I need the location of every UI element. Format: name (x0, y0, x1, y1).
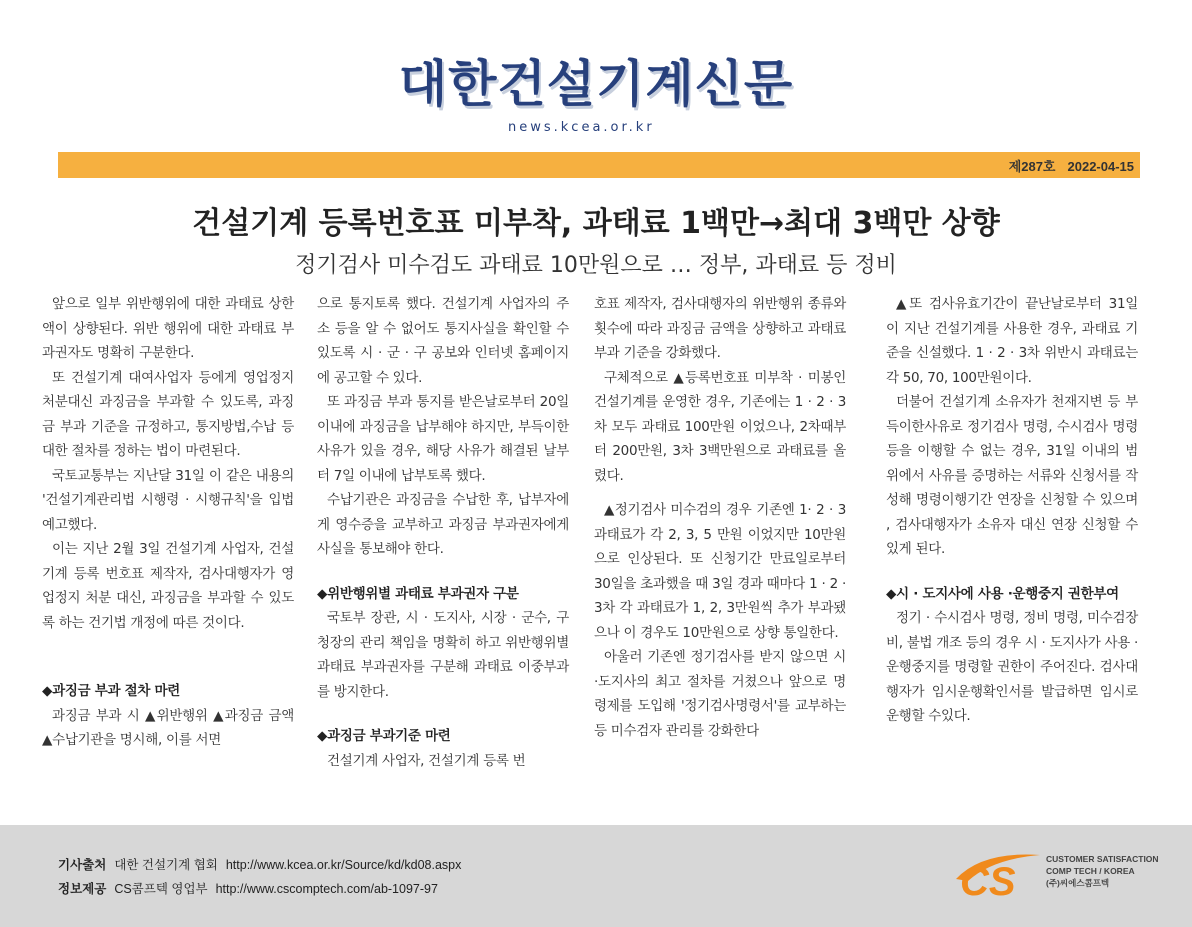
article-headline: 건설기계 등록번호표 미부착, 과태료 1백만→최대 3백만 상향 (192, 206, 1000, 241)
info-label: 정보제공 (58, 882, 107, 896)
info-url-link[interactable]: http://www.cscomptech.com/ab-1097-97 (215, 882, 438, 896)
article-column-1 (42, 292, 294, 753)
source-url-link[interactable]: http://www.kcea.or.kr/Source/kd/kd08.aspx (225, 858, 462, 872)
issue-info (1009, 156, 1134, 175)
spacer (42, 635, 294, 659)
footer (0, 825, 1192, 927)
issue-number: 제287호 (1008, 159, 1056, 174)
paragraph: 앞으로 일부 위반행위에 대한 과태료 상한액이 상향된다. 위반 행위에 대한 과태료 부과권자도 명확히 구분한다. (42, 296, 294, 361)
article-column-2 (317, 292, 569, 773)
logo-letters: CS (960, 860, 1016, 901)
logo-tag-line-1: CUSTOMER SATISFACTION (1046, 854, 1159, 864)
article-column-3 (594, 292, 846, 743)
paragraph: 구체적으로 ▲등록번호표 미부착 · 미봉인 건설기계를 운영한 경우, 기존에는 1 · 2 · 3차 모두 과태료 100만원 이었으나, 2차때부터 200만원, 3차 3백만원으로 과태료를 올렸다. (594, 369, 846, 484)
paragraph: ▲또 검사유효기간이 끝난날로부터 31일이 지난 건설기계를 사용한 경우, 과태료 기준을 신설했다. 1 · 2 · 3차 위반시 과태료는 각 50, 70, 100만원이다. (886, 296, 1138, 386)
paragraph: 아울러 기존엔 정기검사를 받지 않으면 시 ·도지사의 최고 절차를 거쳤으나 앞으로 명령제를 도입해 '정기검사명령서'를 교부하는 등 미수검자 관리를 강화한다 (594, 649, 846, 739)
source-name: 대한 건설기계 협회 (114, 858, 218, 872)
cs-logo-icon (952, 845, 1044, 901)
paragraph: 수납기관은 과징금을 수납한 후, 납부자에게 영수증을 교부하고 과징금 부과권자에게 사실을 통보해야 한다. (317, 492, 569, 557)
paragraph: 정기 · 수시검사 명령, 정비 명령, 미수검장비, 불법 개조 등의 경우 시 · 도지사가 사용 · 운행중지를 명령할 권한이 주어진다. 검사대행자가 임시운행확인서를 발급하면 임시로 운행할 수있다. (886, 610, 1138, 724)
section-heading: ◆과징금 부과 절차 마련 (42, 683, 180, 699)
issue-bar (58, 152, 1140, 178)
masthead (0, 52, 1192, 116)
paragraph: 국토부 장관, 시 · 도지사, 시장 · 군수, 구청장의 관리 책임을 명확히 하고 위반행위별 과태료 부과권자를 구분해 과태료 이중부과를 방지한다. (317, 610, 569, 700)
newspaper-title: 대한건설기계신문 (398, 55, 794, 113)
paragraph: 더불어 건설기계 소유자가 천재지변 등 부득이한사유로 정기검사 명령, 수시검사 명령 등을 이행할 수 없는 경우, 31일 이내의 범위에서 사유를 증명하는 서류와 신청서를 작성해 명령이행기간 연장을 신청할 수 있으며 , 검사대행자가 소유자 대신 연장 신청할 수 있게 된다. (886, 394, 1138, 557)
paragraph: 과징금 부과 시 ▲위반행위 ▲과징금 금액 ▲수납기관을 명시해, 이를 서면 (42, 707, 294, 748)
spacer (594, 488, 846, 498)
source-line (58, 855, 469, 873)
issue-date: 2022-04-15 (1067, 159, 1134, 174)
paragraph: ▲정기검사 미수검의 경우 기존엔 1· 2 · 3 과태료가 각 2, 3, 5 만원 이었지만 10만원으로 인상된다. 또 신청기간 만료일로부터 30일을 초과했을 때 3일 경과 때마다 1 · 2 · 3차 각 과태료가 1, 2, 3만원씩 추가 부과됐으나 이 경우도 10만원으로 상향 통일한다. (594, 502, 846, 641)
info-line (58, 879, 446, 897)
cs-comptech-logo (952, 845, 1159, 905)
section-heading: ◆시 · 도지사에 사용 ·운행중지 권한부여 (886, 585, 1119, 602)
paragraph: 또 건설기계 대여사업자 등에게 영업정지 처분대신 과징금을 부과할 수 있도록, 과징금 부과 기준을 규정하고, 통지방법,수납 등 대한 절차를 정하는 법이 마련된다. (42, 369, 294, 459)
paragraph: 국토교통부는 지난달 31일 이 같은 내용의 '건설기계관리법 시행령 · 시행규칙'을 입법예고했다. (42, 467, 294, 533)
logo-tag-line-2: COMP TECH / KOREA (1046, 866, 1135, 876)
article-column-4 (886, 292, 1138, 729)
newspaper-url[interactable]: news.kcea.or.kr (508, 120, 655, 135)
paragraph: 호표 제작자, 검사대행자의 위반행위 종류와 횟수에 따라 과징금 금액을 상향하고 과태료 부과 기준을 강화했다. (594, 296, 846, 361)
section-heading: ◆과징금 부과기준 마련 (317, 728, 451, 744)
paragraph: 이는 지난 2월 3일 건설기계 사업자, 건설기계 등록 번호표 제작자, 검사대행자가 영업정지 처분 대신, 과징금을 부과할 수 있도록 하는 건기법 개정에 따른 것이다. (42, 541, 294, 631)
paragraph: 또 과징금 부과 통지를 받은날로부터 20일 이내에 과징금을 납부해야 하지만, 부득이한 사유가 있을 경우, 해당 사유가 해결된 날부터 7일 이내에 납부토록 했다. (317, 394, 569, 484)
logo-tag-line-3: (주)씨에스콤프텍 (1046, 878, 1110, 888)
logo-tagline (1046, 853, 1159, 889)
article-subheadline: 정기검사 미수검도 과태료 10만원으로 … 정부, 과태료 등 정비 (295, 253, 897, 278)
paragraph: 으로 통지토록 했다. 건설기계 사업자의 주소 등을 알 수 없어도 통지사실을 확인할 수 있도록 시 · 군 · 구 공보와 인터넷 홈페이지에 공고할 수 있다. (317, 296, 569, 386)
source-label: 기사출처 (58, 858, 107, 872)
paragraph: 건설기계 사업자, 건설기계 등록 번 (327, 752, 526, 769)
info-name: CS콤프텍 영업부 (114, 882, 208, 896)
section-heading: ◆위반행위별 과태료 부과권자 구분 (317, 585, 519, 602)
